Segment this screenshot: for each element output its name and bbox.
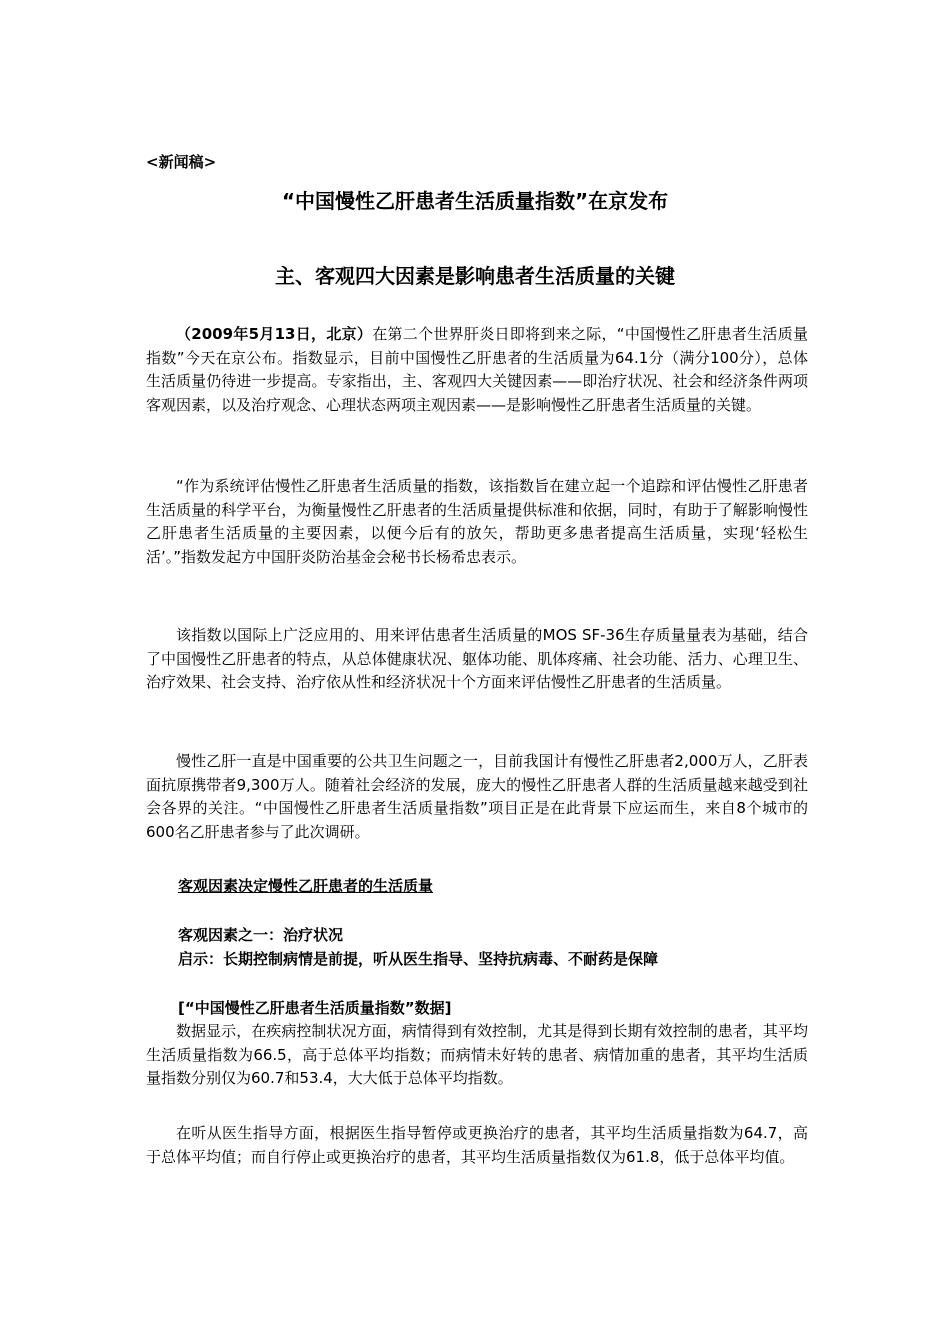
paragraph-intro-body: 在第二个世界肝炎日即将到来之际，“中国慢性乙肝患者生活质量指数”今天在京公布。指数显示，目前中国慢性乙肝患者的生活质量为64.1分（满分100分），总体生活质量仍待进一步提高。专家指出，主、客观四大关键因素——即治疗状况、社会和经济条件两项客观因素，以及治疗观念、心理状态两项主观因素——是影响慢性乙肝患者生活质量的关键。 xyxy=(146,325,809,414)
paragraph-quote: “作为系统评估慢性乙肝患者生活质量的指数，该指数旨在建立起一个追踪和评估慢性乙肝患者生活质量的科学平台，为衡量慢性乙肝患者的生活质量提供标准和依据，同时，有助于了解影响慢性乙肝患者生活质量的主要因素，以便今后有的放矢，帮助更多患者提高生活质量，实现‘轻松生活’。”指数发起方中国肝炎防治基金会秘书长杨希忠表示。 xyxy=(146,477,808,566)
paragraph-data-control: 数据显示，在疾病控制状况方面，病情得到有效控制，尤其是得到长期有效控制的患者，其平均生活质量指数为66.5，高于总体平均指数；而病情未好转的患者、病情加重的患者，其平均生活质量指数分别仅为60.7和53.4，大大低于总体平均指数。 xyxy=(146,1022,808,1087)
paragraph-methodology: 该指数以国际上广泛应用的、用来评估患者生活质量的MOS SF-36生存质量量表为基础，结合了中国慢性乙肝患者的特点，从总体健康状况、躯体功能、肌体疼痛、社会功能、活力、心理卫生、治疗效果、社会支持、治疗依从性和经济状况十个方面来评估慢性乙肝患者的生活质量。 xyxy=(146,626,808,691)
section-heading: 客观因素决定慢性乙肝患者的生活质量 xyxy=(178,877,434,895)
subsection-insight: 启示：长期控制病情是前提，听从医生指导、坚持抗病毒、不耐药是保障 xyxy=(178,950,659,968)
data-heading: [“中国慢性乙肝患者生活质量指数”数据] xyxy=(178,999,452,1017)
dateline: （2009年5月13日，北京） xyxy=(176,325,373,343)
subsection-heading: 客观因素之一：治疗状况 xyxy=(178,926,344,944)
paragraph-intro xyxy=(146,323,808,417)
paragraph-data-guidance: 在听从医生指导方面，根据医生指导暂停或更换治疗的患者，其平均生活质量指数为64.7，高于总体平均值；而自行停止或更换治疗的患者，其平均生活质量指数仅为61.8，低于总体平均值。 xyxy=(146,1124,808,1166)
press-release-tag: <新闻稿> xyxy=(146,153,217,171)
document-title: “中国慢性乙肝患者生活质量指数”在京发布 xyxy=(281,189,669,213)
document-subtitle: 主、客观四大因素是影响患者生活质量的关键 xyxy=(275,264,675,288)
paragraph-background: 慢性乙肝一直是中国重要的公共卫生问题之一，目前我国计有慢性乙肝患者2,000万人，乙肝表面抗原携带者9,300万人。随着社会经济的发展，庞大的慢性乙肝患者人群的生活质量越来越受到社会各界的关注。“中国慢性乙肝患者生活质量指数”项目正是在此背景下应运而生，来自8个城市的600名乙肝患者参与了此次调研。 xyxy=(146,752,808,841)
